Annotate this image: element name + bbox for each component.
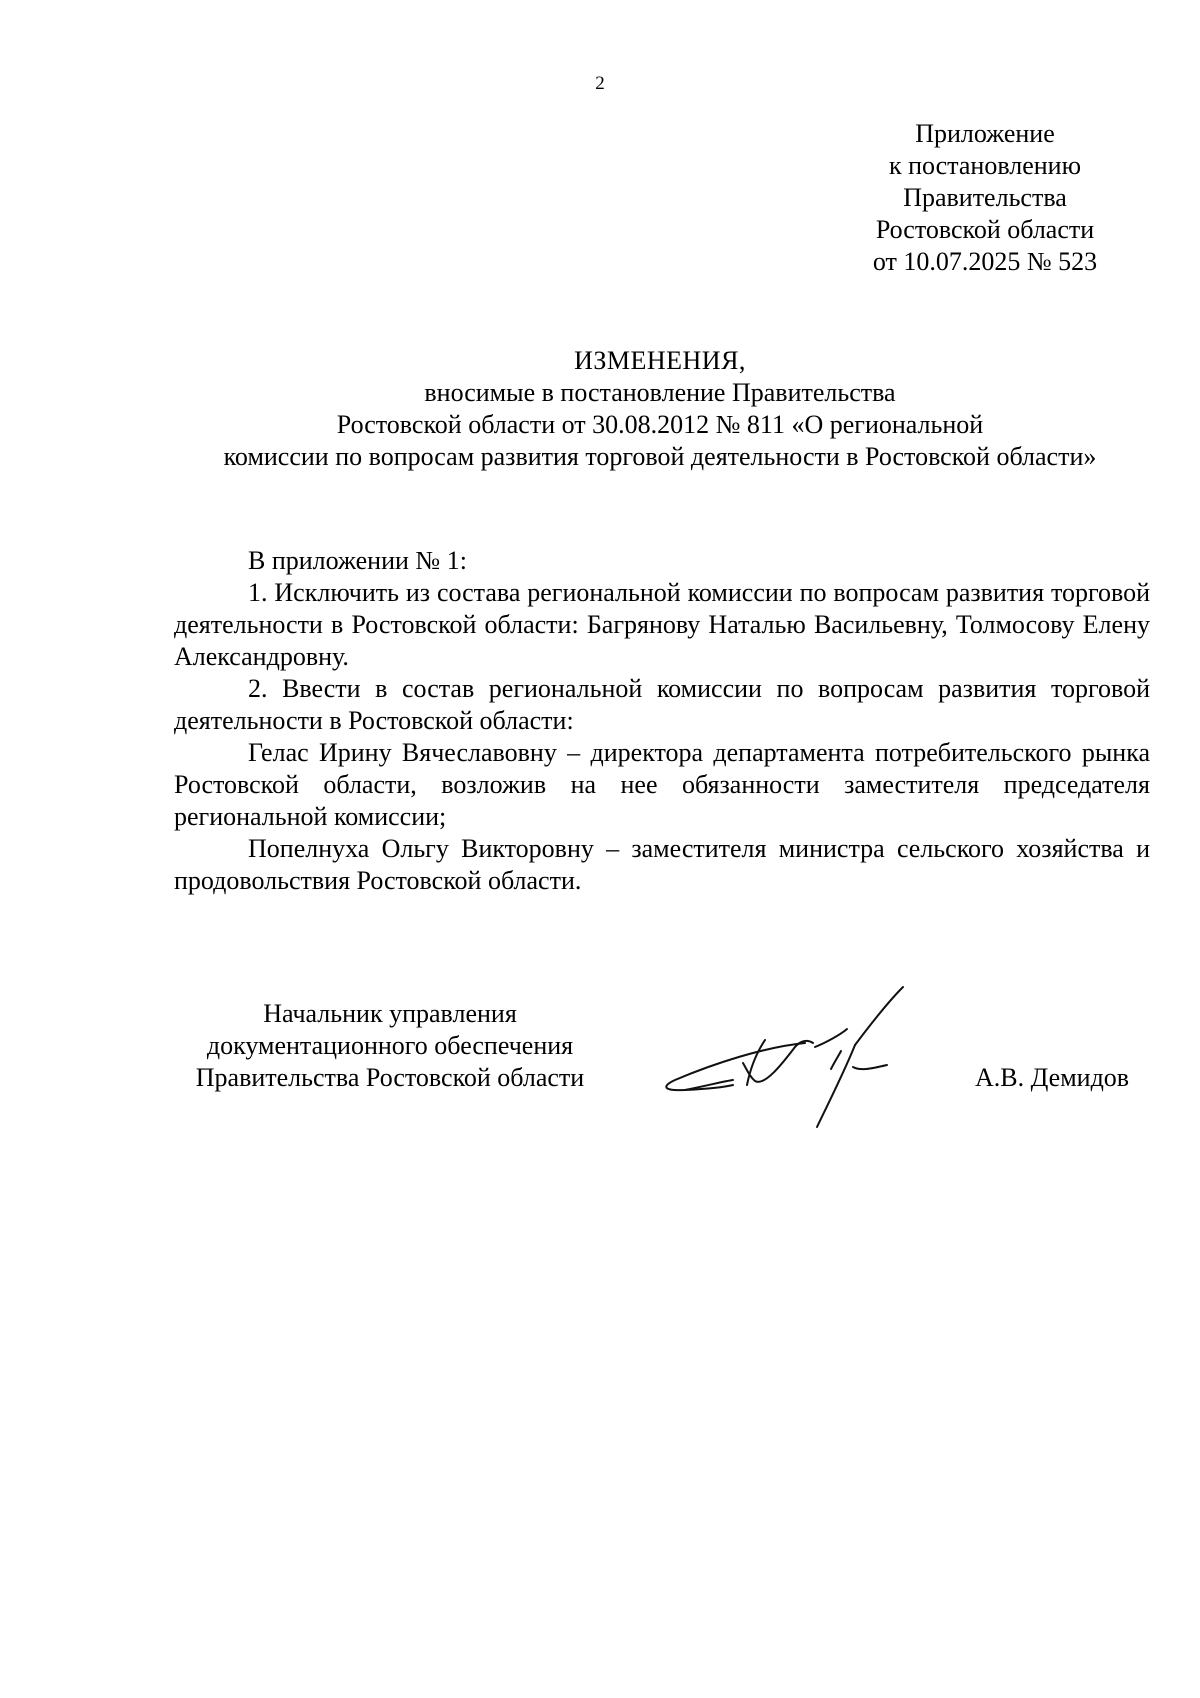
title-line: комиссии по вопросам развития торговой деятельности в Ростовской области»	[223, 442, 1097, 471]
title-line: вносимые в постановление Правительства	[424, 378, 896, 407]
appendix-line: Приложение	[915, 119, 1055, 148]
body-paragraph: 2. Ввести в состав региональной комиссии по вопросам развития торговой деятельности в Ростовской области:	[174, 674, 1150, 735]
title-heading: ИЗМЕНЕНИЯ,	[574, 346, 746, 375]
appendix-line: к постановлению	[888, 151, 1082, 180]
appendix-line: Ростовской области	[875, 215, 1095, 244]
signatory-position-line: Правительства Ростовской области	[195, 1063, 585, 1092]
title-line: Ростовской области от 30.08.2012 № 811 «О региональной	[336, 410, 984, 439]
document-title	[100, 345, 1200, 473]
appendix-line: от 10.07.2025 № 523	[872, 247, 1098, 276]
appendix-line: Правительства	[903, 183, 1067, 212]
document-body	[174, 545, 1150, 897]
body-paragraph: В приложении № 1:	[248, 546, 467, 575]
signatory-position-line: Начальник управления	[263, 999, 517, 1028]
page-number: 2	[595, 73, 605, 94]
signatory-position	[160, 998, 620, 1094]
signatory-name: А.В. Демидов	[975, 1063, 1130, 1092]
body-paragraph: Гелас Ирину Вячеславовну – директора департамента потребительского рынка Ростовской области, возложив на нее обязанности заместителя председателя региональной комиссии;	[174, 738, 1150, 831]
handwritten-signature	[655, 985, 935, 1135]
body-paragraph: Попелнуха Ольгу Викторовну – заместителя министра сельского хозяйства и продовольствия Ростовской области.	[174, 834, 1150, 895]
signatory-position-line: документационного обеспечения	[206, 1031, 574, 1060]
appendix-header	[810, 118, 1160, 278]
body-paragraph: 1. Исключить из состава региональной комиссии по вопросам развития торговой деятельности в Ростовской области: Багрянову Наталью Васильевну, Толмосову Елену Александровну.	[174, 578, 1150, 671]
